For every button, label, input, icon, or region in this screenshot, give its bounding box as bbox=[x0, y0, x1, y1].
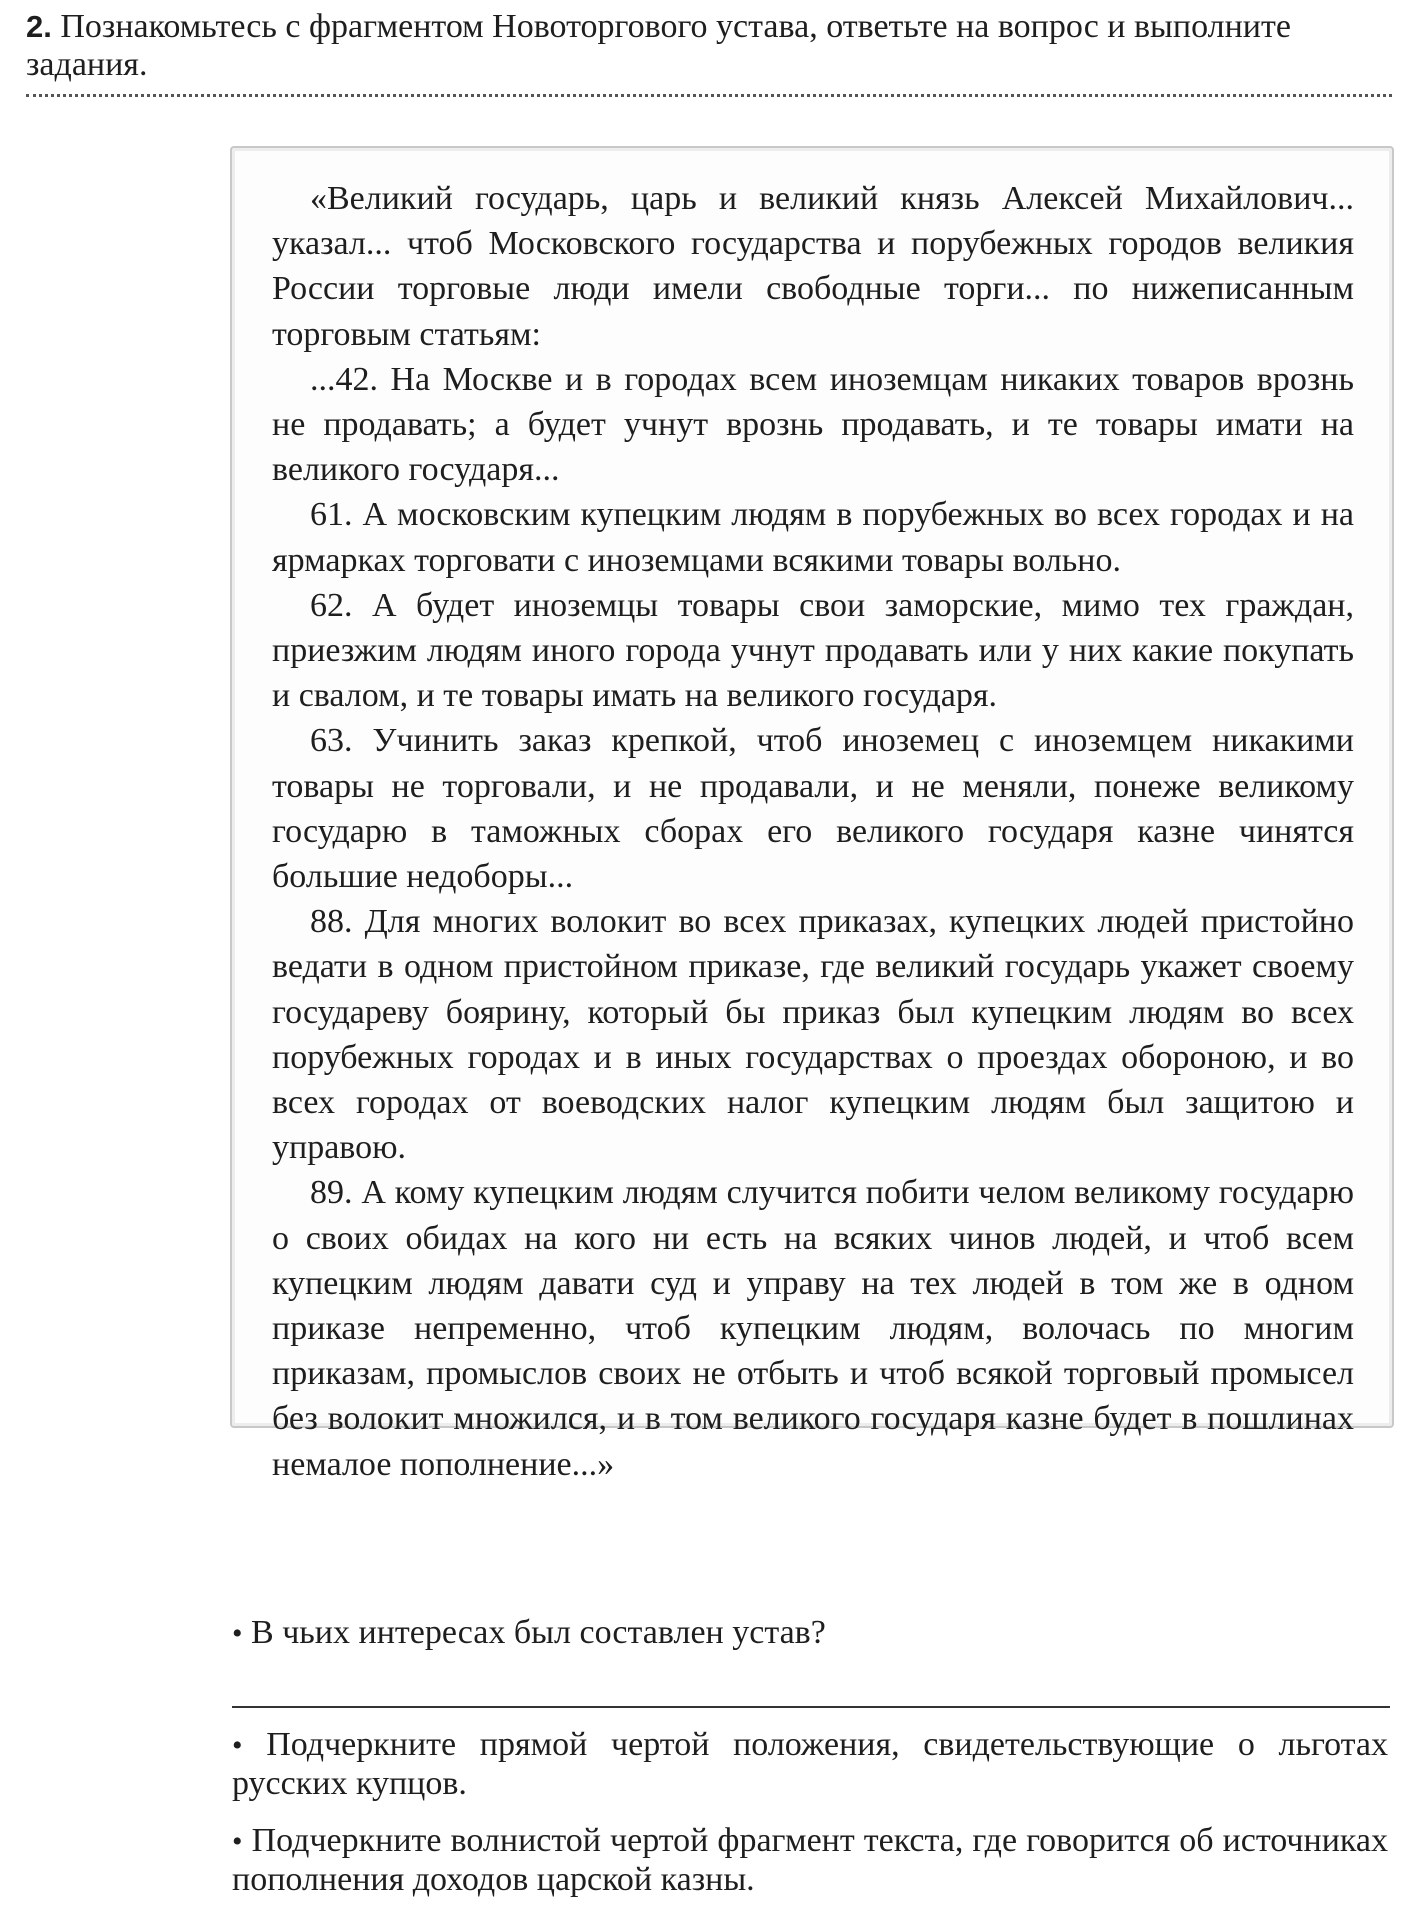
bullet-icon: • bbox=[232, 1729, 243, 1762]
question-text: В чьих интересах был составлен устав? bbox=[251, 1614, 826, 1651]
source-paragraph: «Великий государь, царь и великий князь Алексей Михайлович... указал... чтоб Московского государства и порубежных городов великия России торговые люди имели свободные торги... по нижеписанным торговым статьям: bbox=[272, 180, 1354, 353]
answer-line[interactable] bbox=[232, 1706, 1390, 1708]
source-paragraph: 88. Для многих волокит во всех приказах, купецких людей пристойно ведати в одном пристойном приказе, где великий государь укажет своему государеву боярину, который бы приказ был купецким людям во всех порубежных городах и в иных государствах о проездах обороною, и во всех городах от воеводских налог купецким людям был защитою и управою. bbox=[272, 903, 1354, 1167]
bullet-icon: • bbox=[232, 1825, 243, 1858]
instruction-text: Подчеркните волнистой чертой фрагмент текста, где говорится об источниках пополнения доходов царской казны. bbox=[232, 1822, 1389, 1898]
source-paragraph: 63. Учинить заказ крепкой, чтоб иноземец с иноземцем никакими товары не торговали, и не продавали, и не меняли, понеже великому государю в таможных сборах его великого государя казне чинятся большие недоборы... bbox=[272, 722, 1354, 896]
question-1 bbox=[232, 1614, 1388, 1653]
source-paragraph: 62. А будет иноземцы товары свои заморские, мимо тех граждан, приезжим людям иного города учнут продавать или у них какие покупать и свалом, и те товары имать на великого государя. bbox=[272, 586, 1354, 715]
bullet-icon: • bbox=[232, 1617, 243, 1650]
task-title: Познакомьтесь с фрагментом Новоторгового устава, ответьте на вопрос и выполните задания. bbox=[26, 8, 1291, 83]
source-paragraph: 61. А московским купецким людям в порубежных во всех городах и на ярмарках торговати с иноземцами всякими товары вольно. bbox=[272, 496, 1354, 579]
instruction-text: Подчеркните прямой чертой положения, свидетельствующие о льготах русских купцов. bbox=[232, 1726, 1388, 1802]
dotted-divider bbox=[26, 94, 1392, 97]
source-paragraph: ...42. На Москве и в городах всем иноземцам никаких товаров врознь не продавать; а будет учнут врознь продавать, и те товары имати на великого государя... bbox=[272, 360, 1354, 489]
task-header bbox=[26, 8, 1396, 84]
task-instruction-2 bbox=[232, 1822, 1388, 1899]
task-instruction-1 bbox=[232, 1726, 1388, 1803]
source-paragraph: 89. А кому купецким людям случится побити челом великому государю о своих обидах на кого ни есть на всяких чинов людей, и чтоб всем купецким людям давати суд и управу на тех людей в том же в одном приказе непременно, чтоб купецким людям, волочась по многим приказам, промыслов своих не отбыть и чтоб всякой торговый промысел без волокит множился, и в том великого государя казне будет в пошлинах немалое пополнение...» bbox=[272, 1174, 1354, 1483]
task-number: 2. bbox=[26, 9, 52, 44]
source-text bbox=[272, 176, 1354, 1487]
